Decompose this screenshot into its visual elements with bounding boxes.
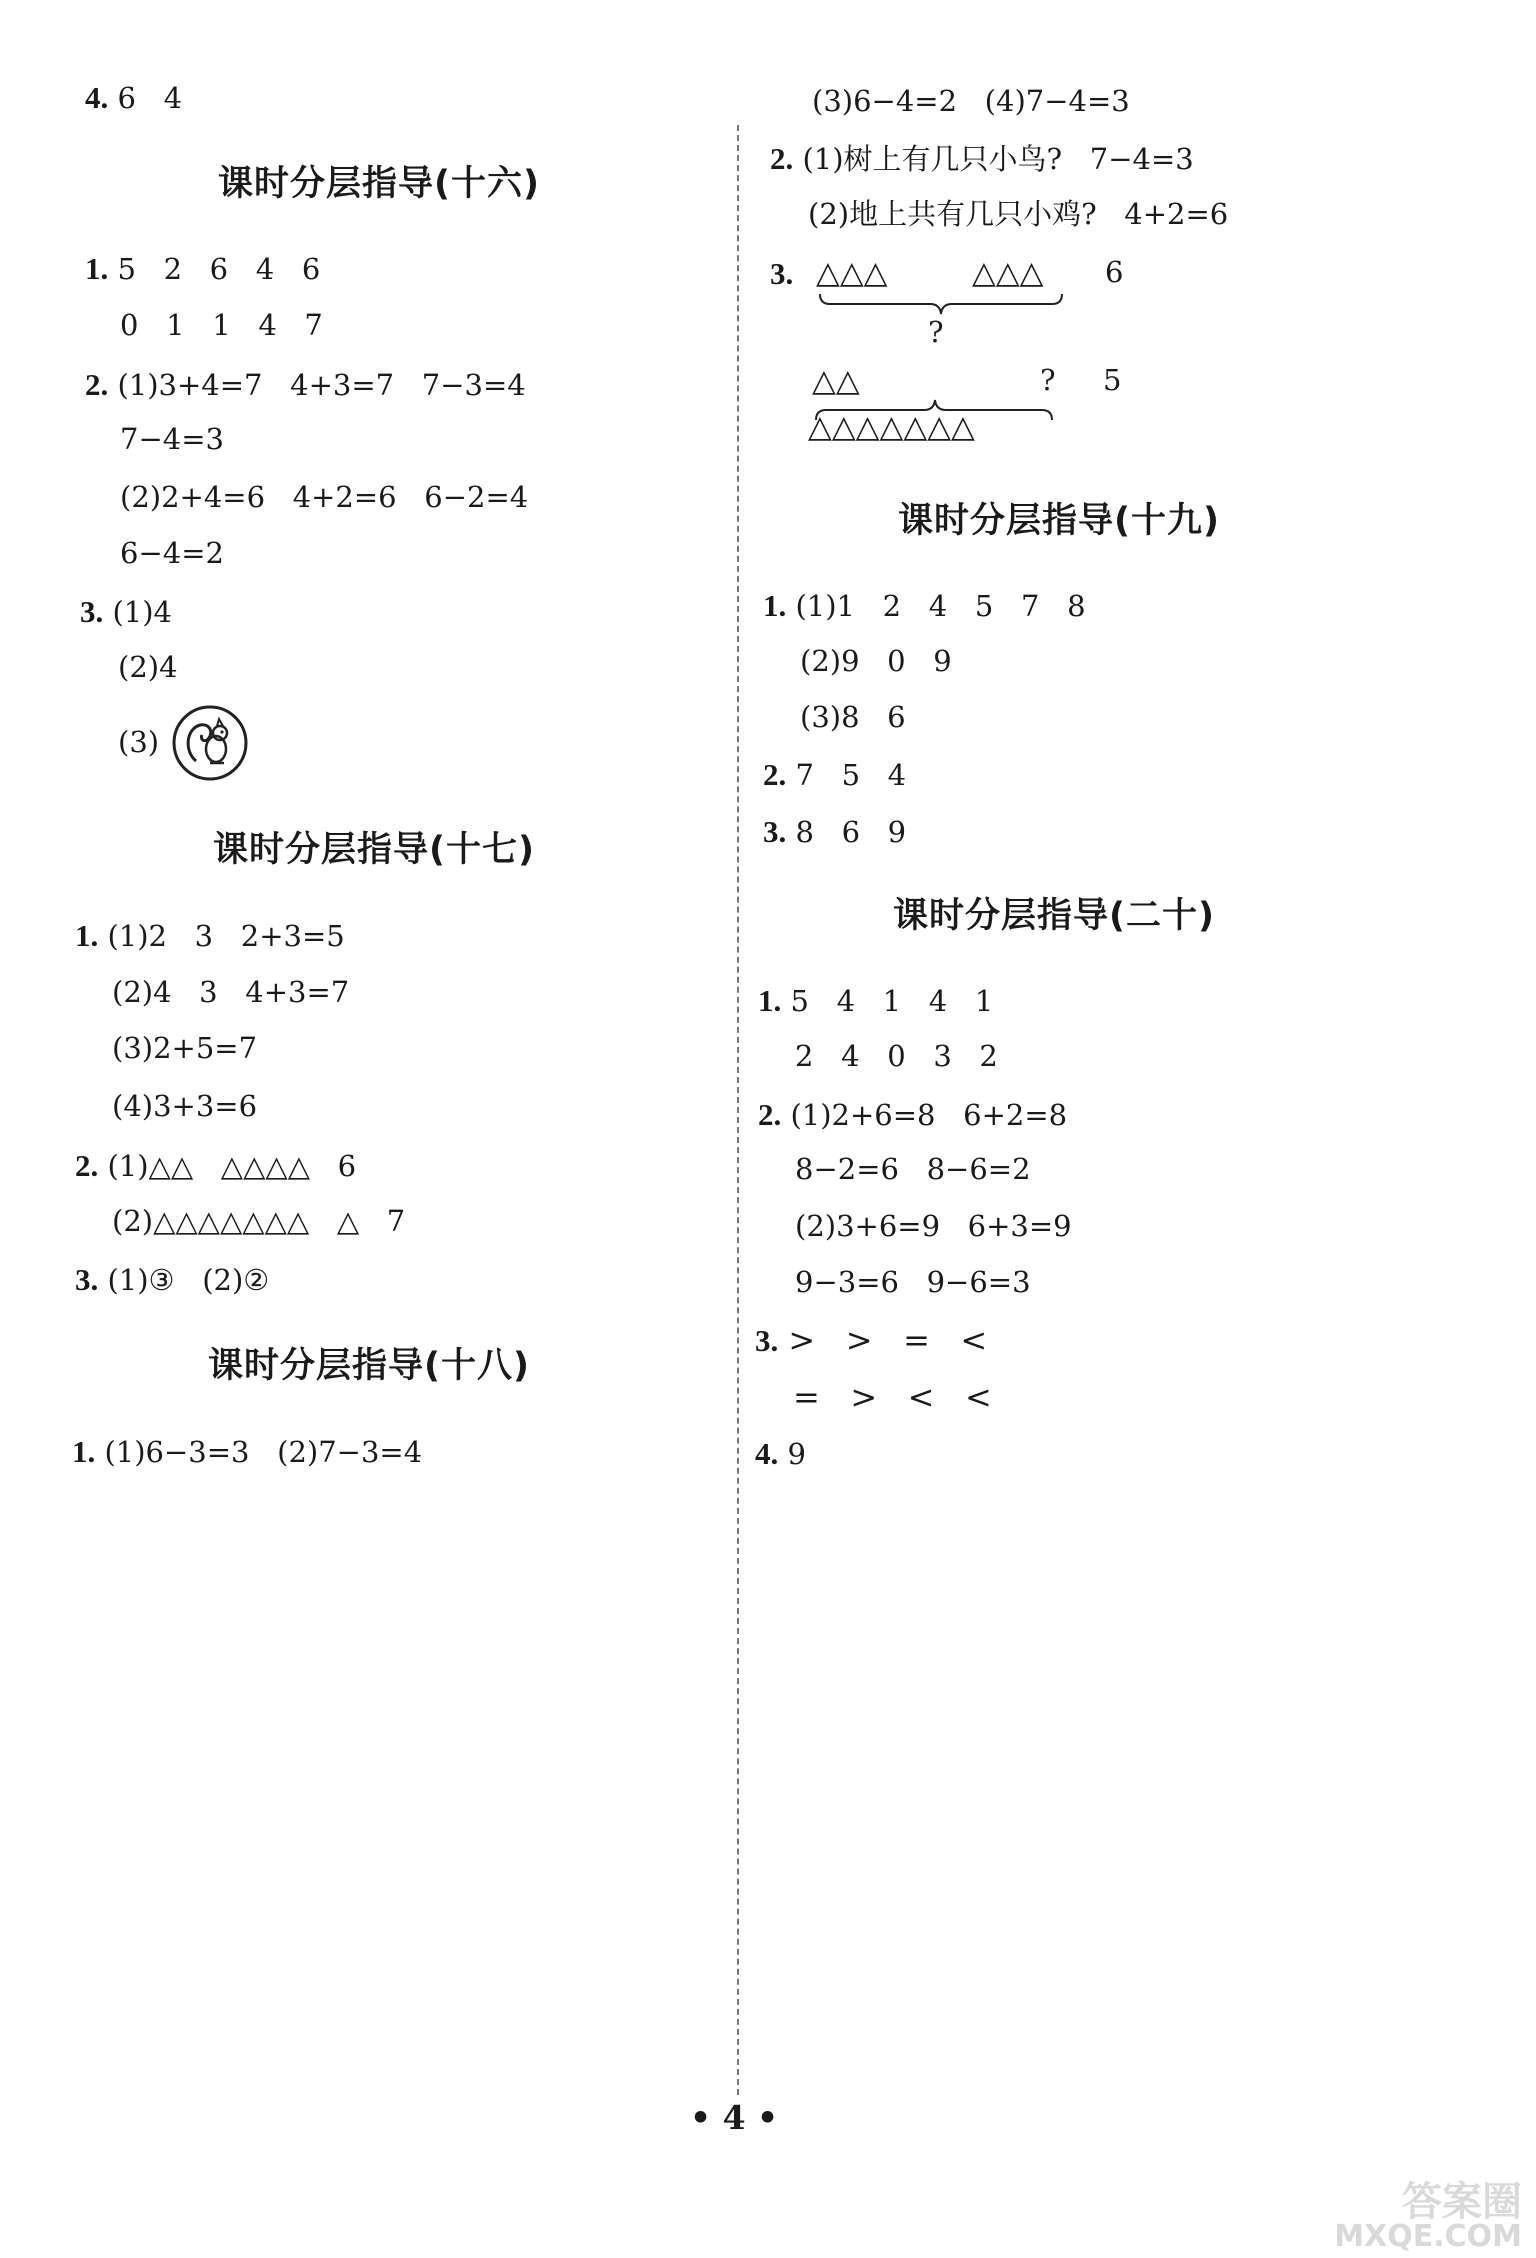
answer-line: 0 1 1 4 7 [120, 308, 323, 342]
answer-line: 2. (1)2+6=8 6+2=8 [758, 1097, 1068, 1132]
answer-line: 7−4=3 [120, 422, 224, 456]
watermark: 答案圈 MXQE.COM [1334, 2179, 1522, 2254]
answer-line: 3. > > = < [755, 1321, 988, 1359]
section-heading-19: 课时分层指导(十九) [898, 501, 1220, 541]
answer-line: 2. 7 5 4 [763, 757, 907, 792]
answer-line: (3)6−4=2 (4)7−4=3 [812, 84, 1130, 118]
section-heading-20: 课时分层指导(二十) [893, 896, 1215, 936]
answer-line: 4. 9 [755, 1436, 806, 1471]
answer-line: (2)△△△△△△△ △ 7 [112, 1204, 406, 1238]
answer-line: 9−3=6 9−6=3 [795, 1265, 1031, 1299]
page-number: • 4 • [690, 2098, 779, 2137]
answer-line: 3. (1)4 [80, 594, 172, 629]
answer-line: (2)地上共有几只小鸡? 4+2=6 [808, 197, 1229, 231]
answer-line: 1. (1)2 3 2+3=5 [75, 918, 345, 953]
triangle-group: △△ [812, 363, 860, 399]
section-heading-17: 课时分层指导(十七) [213, 830, 535, 870]
column-divider [737, 125, 739, 2095]
triangle-group: △△△ [816, 255, 888, 291]
answer-line: 2. (1)△△ △△△△ 6 [75, 1148, 357, 1183]
answer-line: 2. (1)树上有几只小鸟? 7−4=3 [770, 141, 1194, 176]
answer-line: 6−4=2 [120, 536, 224, 570]
answer-line: (3) [118, 725, 160, 759]
answer-line: 2. (1)3+4=7 4+3=7 7−3=4 [85, 367, 526, 402]
section-heading-16: 课时分层指导(十六) [218, 164, 540, 204]
answer-line: (2)2+4=6 4+2=6 6−2=4 [120, 480, 529, 514]
answer-line: (3)2+5=7 [112, 1031, 258, 1065]
answer-line: 4. 6 4 [85, 80, 183, 115]
answer-value: 6 [1105, 255, 1124, 289]
triangle-group: △△△ [972, 255, 1044, 291]
answer-value: 5 [1103, 363, 1122, 397]
answer-line: 1. (1)1 2 4 5 7 8 [763, 588, 1086, 623]
answer-line: 1. (1)6−3=3 (2)7−3=4 [72, 1434, 423, 1469]
triangle-group: △△△△△△△ [808, 409, 975, 445]
answer-line: 2 4 0 3 2 [795, 1039, 998, 1073]
squirrel-icon [170, 703, 250, 783]
answer-line: = > < < [793, 1378, 992, 1416]
unknown-mark: ? [1040, 363, 1056, 397]
answer-line: (2)3+6=9 6+3=9 [795, 1209, 1072, 1243]
answer-line: 1. 5 2 6 4 6 [85, 251, 321, 286]
unknown-mark: ? [928, 315, 944, 349]
answer-line: 3. (1)③ (2)② [75, 1262, 270, 1297]
answer-line: (2)9 0 9 [800, 644, 952, 678]
section-heading-18: 课时分层指导(十八) [208, 1346, 530, 1386]
answer-line: (2)4 [118, 650, 178, 684]
answer-line: (2)4 3 4+3=7 [112, 975, 350, 1009]
answer-line: (3)8 6 [800, 700, 906, 734]
question-number: 3. [770, 256, 794, 291]
answer-line: 8−2=6 8−6=2 [795, 1152, 1031, 1186]
answer-line: 1. 5 4 1 4 1 [758, 983, 994, 1018]
answer-line: (4)3+3=6 [112, 1089, 258, 1123]
answer-line: 3. 8 6 9 [763, 814, 907, 849]
